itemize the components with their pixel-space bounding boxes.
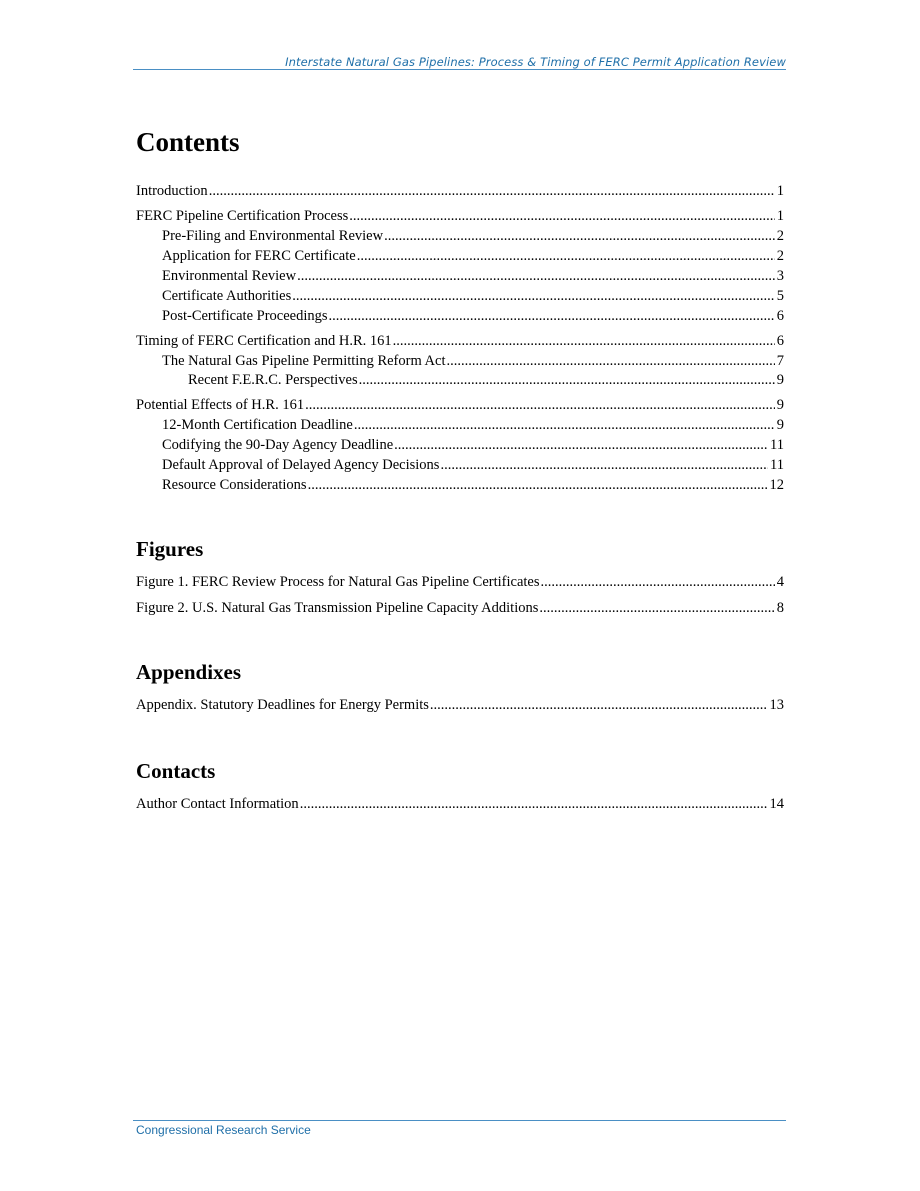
toc-entry-page: 2 <box>776 248 784 264</box>
toc-entry-label: Resource Considerations <box>162 477 307 493</box>
toc-entry[interactable] <box>136 573 784 592</box>
toc-entry-page: 8 <box>776 600 784 616</box>
toc-entry-page: 12 <box>769 477 784 493</box>
toc-entry[interactable] <box>136 416 784 435</box>
toc-entry[interactable] <box>136 307 784 326</box>
contents-list <box>136 182 784 495</box>
footer-rule <box>133 1120 786 1121</box>
contacts-title: Contacts <box>136 759 216 783</box>
toc-entry-label: Certificate Authorities <box>162 288 292 304</box>
toc-entry[interactable] <box>136 207 784 226</box>
toc-leader <box>308 476 768 495</box>
toc-entry-label: Figure 2. U.S. Natural Gas Transmission Pipeline Capacity Additions <box>136 600 539 616</box>
toc-entry[interactable] <box>136 352 784 371</box>
toc-leader <box>393 332 775 351</box>
toc-entry-page: 3 <box>776 268 784 284</box>
toc-entry[interactable] <box>136 332 784 351</box>
toc-entry[interactable] <box>136 599 784 618</box>
toc-entry-page: 9 <box>776 417 784 433</box>
toc-entry-label: FERC Pipeline Certification Process <box>136 208 349 224</box>
toc-entry-page: 4 <box>776 574 784 590</box>
toc-entry[interactable] <box>136 247 784 266</box>
toc-entry-label: Application for FERC Certificate <box>162 248 356 264</box>
toc-entry-page: 1 <box>776 183 784 199</box>
toc-leader <box>329 307 775 326</box>
toc-entry[interactable] <box>136 182 784 201</box>
toc-entry[interactable] <box>136 267 784 286</box>
header-rule <box>133 69 786 70</box>
footer-organization: Congressional Research Service <box>136 1123 311 1137</box>
toc-entry[interactable] <box>136 436 784 455</box>
toc-leader <box>359 371 775 390</box>
toc-entry-label: Pre-Filing and Environmental Review <box>162 228 384 244</box>
appendixes-list <box>136 696 784 715</box>
toc-leader <box>430 696 768 715</box>
toc-entry-label: Post-Certificate Proceedings <box>162 308 328 324</box>
toc-entry-page: 11 <box>770 437 784 453</box>
toc-entry-label: 12-Month Certification Deadline <box>162 417 353 433</box>
toc-entry-page: 6 <box>776 308 784 324</box>
toc-leader <box>292 287 774 306</box>
toc-entry-page: 11 <box>770 457 784 473</box>
toc-leader <box>349 207 775 226</box>
toc-leader <box>357 247 775 266</box>
appendixes-title: Appendixes <box>136 660 242 684</box>
toc-entry-page: 14 <box>769 796 784 812</box>
toc-entry[interactable] <box>136 696 784 715</box>
toc-entry-page: 13 <box>769 697 784 713</box>
toc-entry-page: 6 <box>776 333 784 349</box>
figures-list <box>136 573 784 618</box>
toc-entry-label: Introduction <box>136 183 208 199</box>
toc-entry-label: Appendix. Statutory Deadlines for Energy Permits <box>136 697 429 713</box>
toc-leader <box>297 267 775 286</box>
toc-entry-label: Potential Effects of H.R. 161 <box>136 397 305 413</box>
toc-entry-page: 2 <box>776 228 784 244</box>
toc-leader <box>394 436 768 455</box>
toc-entry-label: Figure 1. FERC Review Process for Natural Gas Pipeline Certificates <box>136 574 540 590</box>
toc-entry[interactable] <box>136 227 784 246</box>
toc-entry-page: 7 <box>776 353 784 369</box>
toc-leader <box>539 599 774 618</box>
toc-entry[interactable] <box>136 456 784 475</box>
toc-leader <box>305 396 775 415</box>
table-of-contents <box>136 124 784 814</box>
toc-leader <box>354 416 775 435</box>
toc-entry-label: Author Contact Information <box>136 796 299 812</box>
toc-entry[interactable] <box>136 396 784 415</box>
toc-leader <box>300 795 768 814</box>
toc-entry-label: Default Approval of Delayed Agency Decisions <box>162 457 440 473</box>
toc-entry-label: The Natural Gas Pipeline Permitting Reform Act <box>162 353 446 369</box>
toc-entry-page: 5 <box>776 288 784 304</box>
toc-entry-label: Recent F.E.R.C. Perspectives <box>188 372 358 388</box>
figures-title: Figures <box>136 537 204 561</box>
toc-entry[interactable] <box>136 287 784 306</box>
toc-entry-page: 9 <box>776 397 784 413</box>
toc-leader <box>209 182 775 201</box>
contents-title: Contents <box>136 127 240 157</box>
contacts-list <box>136 795 784 814</box>
toc-leader <box>541 573 775 592</box>
toc-entry-page: 1 <box>776 208 784 224</box>
toc-entry-label: Environmental Review <box>162 268 297 284</box>
toc-entry[interactable] <box>136 795 784 814</box>
toc-leader <box>447 352 775 371</box>
toc-entry-page: 9 <box>776 372 784 388</box>
running-header: Interstate Natural Gas Pipelines: Process & Timing of FERC Permit Application Review <box>285 55 786 69</box>
toc-entry-label: Codifying the 90-Day Agency Deadline <box>162 437 394 453</box>
toc-entry[interactable] <box>136 476 784 495</box>
toc-leader <box>440 456 768 475</box>
toc-entry[interactable] <box>136 371 784 390</box>
toc-leader <box>384 227 775 246</box>
toc-entry-label: Timing of FERC Certification and H.R. 161 <box>136 333 392 349</box>
